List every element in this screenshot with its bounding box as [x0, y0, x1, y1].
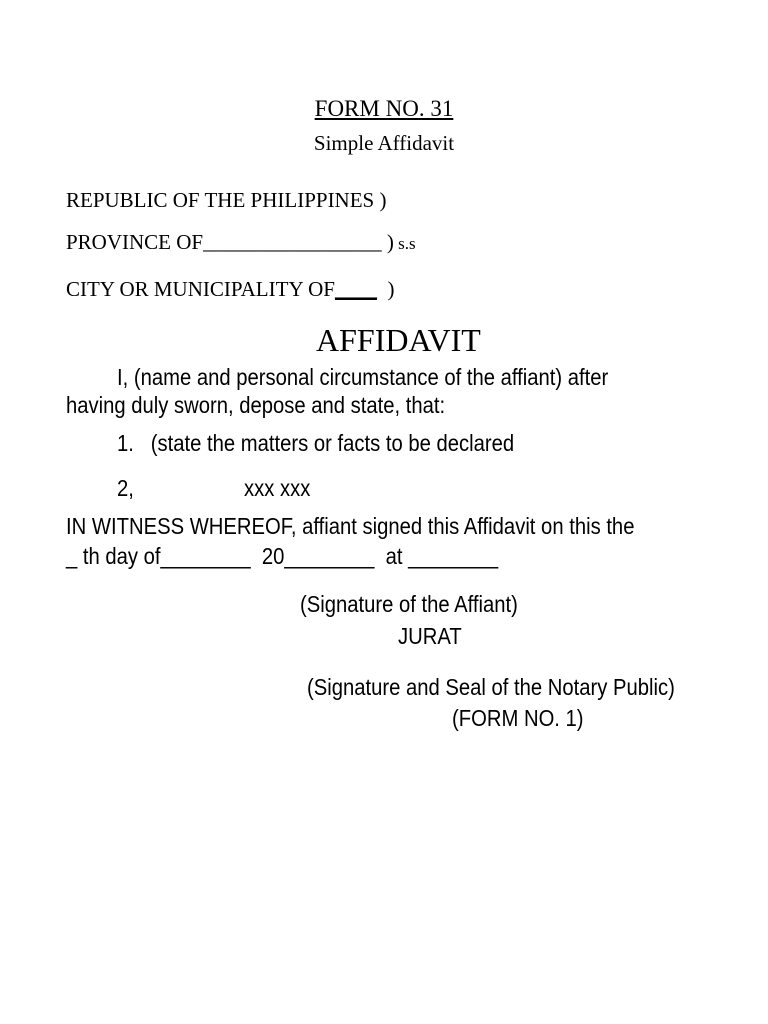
document-title: AFFIDAVIT [316, 322, 481, 358]
form-name: Simple Affidavit [313, 131, 455, 155]
intro-line-1: I, (name and personal circumstance of the affiant) after [117, 364, 609, 390]
venue-province [66, 232, 416, 253]
witness-line-1: IN WITNESS WHEREOF, affiant signed this Affidavit on this the [66, 513, 635, 539]
affiant-signature-line: (Signature of the Affiant) [300, 591, 518, 617]
venue-ss: s.s [393, 234, 416, 253]
form-number-text: FORM NO. 31 [314, 96, 454, 121]
jurat-heading: JURAT [398, 623, 462, 649]
venue-city-blank: ____ [334, 277, 377, 301]
form-number-heading [0, 97, 768, 120]
witness-line-2: _ th day of________ 20________ at ________ [66, 543, 499, 569]
venue-city-label: CITY OR MUNICIPALITY OF [66, 277, 335, 301]
intro-line-2: having duly sworn, depose and state, that: [66, 392, 446, 418]
form-reference: (FORM NO. 1) [452, 705, 584, 731]
list-item-number: 1. [117, 430, 134, 456]
notary-signature-line: (Signature and Seal of the Notary Public) [307, 674, 675, 700]
list-item-text: xxx xxx [244, 475, 311, 501]
list-item-number: 2, [117, 475, 134, 501]
venue-republic: REPUBLIC OF THE PHILIPPINES ) [66, 188, 387, 212]
list-item-text: (state the matters or facts to be declared [150, 430, 515, 456]
venue-city [66, 279, 394, 300]
venue-city-close: ) [376, 277, 395, 301]
venue-province-label: PROVINCE OF_________________ ) [66, 230, 394, 254]
list-item [117, 432, 514, 455]
